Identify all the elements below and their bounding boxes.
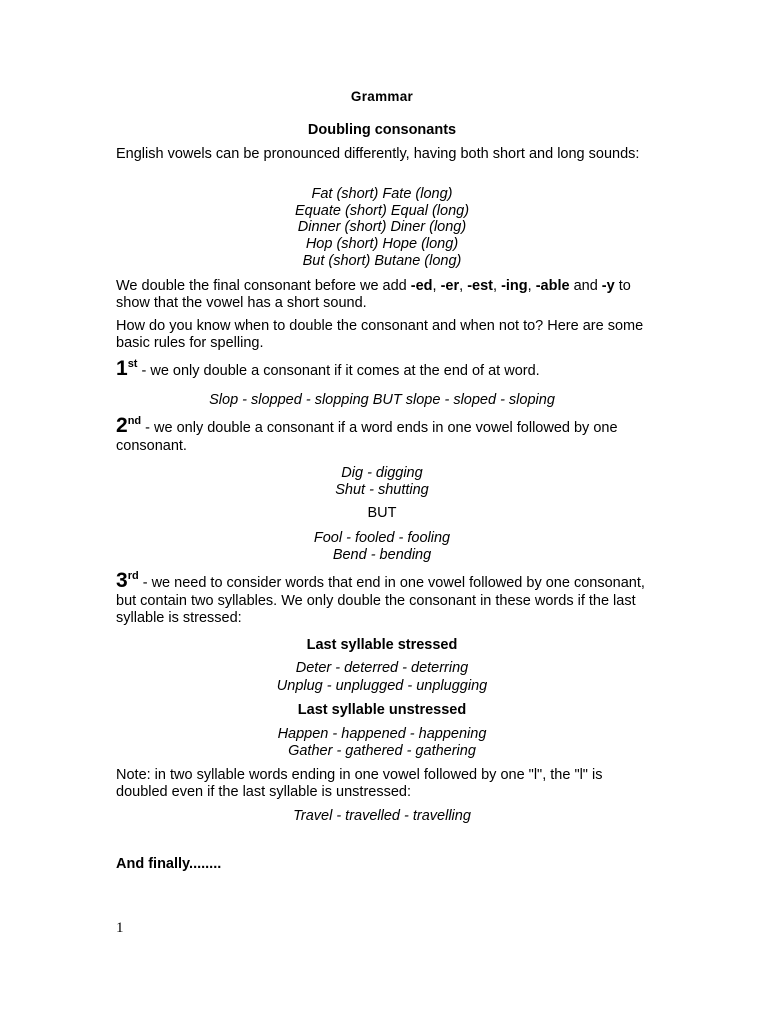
suffix-est: -est <box>467 278 493 294</box>
suffix-ed: -ed <box>410 278 433 294</box>
example-item: Unplug - unplugged - unplugging <box>276 677 488 694</box>
separator: , <box>527 278 536 294</box>
suffix-er: -er <box>440 278 460 294</box>
rule-1 <box>116 357 648 381</box>
example-item: Happen - happened - happening <box>277 726 487 742</box>
separator: , <box>459 278 468 294</box>
rule-text: - we only double a consonant if a word ends in one vowel followed by one consonant. <box>116 420 618 454</box>
but-label: BUT <box>367 505 397 521</box>
rule-text: - we only double a consonant if it comes at the end of at word. <box>137 363 540 379</box>
rule-3 <box>116 569 648 627</box>
page-number: 1 <box>116 920 124 936</box>
intro-paragraph: English vowels can be pronounced differently, having both short and long sounds: <box>116 146 640 162</box>
example-item: Shut - shutting <box>335 481 429 498</box>
vowel-example: Hop (short) Hope (long) <box>305 236 459 253</box>
rule-ordinal-suffix: rd <box>127 570 139 582</box>
rule-2 <box>116 414 648 455</box>
vowel-example: But (short) Butane (long) <box>302 252 462 269</box>
unstressed-examples <box>116 726 648 759</box>
separator: , <box>432 278 441 294</box>
example-item: Bend - bending <box>332 546 432 563</box>
rule-text: - we need to consider words that end in one vowel followed by one consonant, but contain two syllables. We only double the consonant in these words if the last syllable is stressed: <box>116 575 645 626</box>
rule-1-example: Slop - slopped - slopping BUT slope - sloped - sloping <box>209 392 555 408</box>
suffix-y: -y <box>601 278 615 294</box>
rule-2-counter-examples <box>116 530 648 563</box>
example-item: Gather - gathered - gathering <box>288 742 476 759</box>
vowel-example: Fat (short) Fate (long) <box>311 186 453 202</box>
paragraph-text: to show that the vowel has a short sound. <box>116 278 631 311</box>
rule-number: 3 <box>116 569 128 592</box>
section-heading: Doubling consonants <box>307 122 457 138</box>
note-example: Travel - travelled - travelling <box>293 808 471 824</box>
stressed-examples <box>116 660 648 695</box>
paragraph-text: We double the final consonant before we add <box>116 278 411 294</box>
example-item: Dig - digging <box>341 465 423 481</box>
example-item: Deter - deterred - deterring <box>295 660 469 676</box>
separator: and <box>569 278 602 294</box>
rule-ordinal-suffix: nd <box>127 415 142 427</box>
unstressed-heading: Last syllable unstressed <box>297 702 467 718</box>
example-item: Fool - fooled - fooling <box>313 530 451 546</box>
rule-number: 1 <box>116 357 128 380</box>
separator: , <box>493 278 502 294</box>
stressed-heading: Last syllable stressed <box>306 637 458 653</box>
suffix-ing: -ing <box>501 278 528 294</box>
vowel-example: Equate (short) Equal (long) <box>294 202 470 219</box>
rule-2-examples <box>116 465 648 498</box>
question-paragraph: How do you know when to double the consonant and when not to? Here are some basic rules for spelling. <box>116 318 644 351</box>
note-paragraph: Note: in two syllable words ending in one vowel followed by one "l", the "l" is doubled even if the last syllable is unstressed: <box>116 767 603 800</box>
vowel-example-list <box>116 186 648 270</box>
rule-number: 2 <box>116 414 128 437</box>
double-consonant-paragraph <box>116 278 648 312</box>
page-title: Grammar <box>350 89 414 104</box>
vowel-example: Dinner (short) Diner (long) <box>297 219 467 236</box>
closing-heading: And finally........ <box>116 856 222 872</box>
suffix-able: -able <box>535 278 570 294</box>
rule-ordinal-suffix: st <box>127 358 138 370</box>
